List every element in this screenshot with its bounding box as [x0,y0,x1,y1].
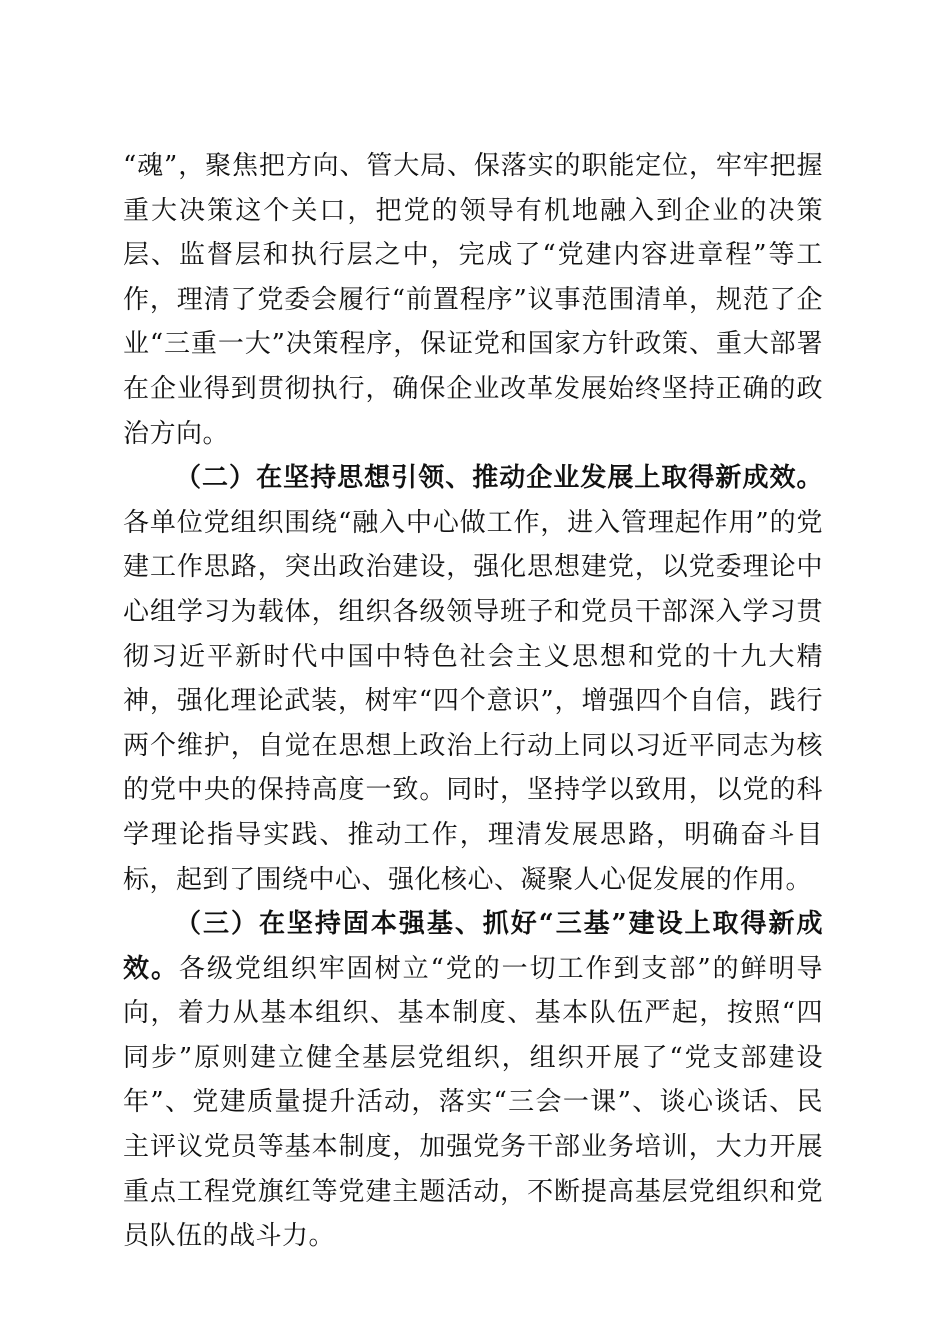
document-body [123,144,823,1259]
section-3-heading: （三）在坚持固本强基、抓好“三基”建设上取得新成效。 [123,909,823,984]
paragraph-3-text: 各级党组织牢固树立“党的一切工作到支部”的鲜明导向，着力从基本组织、基本制度、基本队伍严起，按照“四同步”原则建立健全基层党组织，组织开展了“党支部建设年”、党建质量提升活动，落实“三会一课”、谈心谈话、民主评议党员等基本制度，加强党务干部业务培训，大力开展重点工程党旗红等党建主题活动，不断提高基层党组织和党员队伍的战斗力。 [123,953,823,1252]
paragraph-2 [123,456,823,902]
paragraph-3 [123,902,823,1259]
section-2-heading: （二）在坚持思想引领、推动企业发展上取得新成效。 [175,463,823,494]
paragraph-1-text: “魂”，聚焦把方向、管大局、保落实的职能定位，牢牢把握重大决策这个关口，把党的领导有机地融入到企业的决策层、监督层和执行层之中，完成了“党建内容进章程”等工作，理清了党委会履行“前置程序”议事范围清单，规范了企业“三重一大”决策程序，保证党和国家方针政策、重大部署在企业得到贯彻执行，确保企业改革发展始终坚持正确的政治方向。 [123,151,823,449]
paragraph-2-text: 各单位党组织围绕“融入中心做工作，进入管理起作用”的党建工作思路，突出政治建设，强化思想建党，以党委理论中心组学习为载体，组织各级领导班子和党员干部深入学习贯彻习近平新时代中国中特色社会主义思想和党的十九大精神，强化理论武装，树牢“四个意识”，增强四个自信，践行两个维护，自觉在思想上政治上行动上同以习近平同志为核的党中央的保持高度一致。同时，坚持学以致用，以党的科学理论指导实践、推动工作，理清发展思路，明确奋斗目标，起到了围绕中心、强化核心、凝聚人心促发展的作用。 [123,507,823,895]
paragraph-1 [123,144,823,456]
